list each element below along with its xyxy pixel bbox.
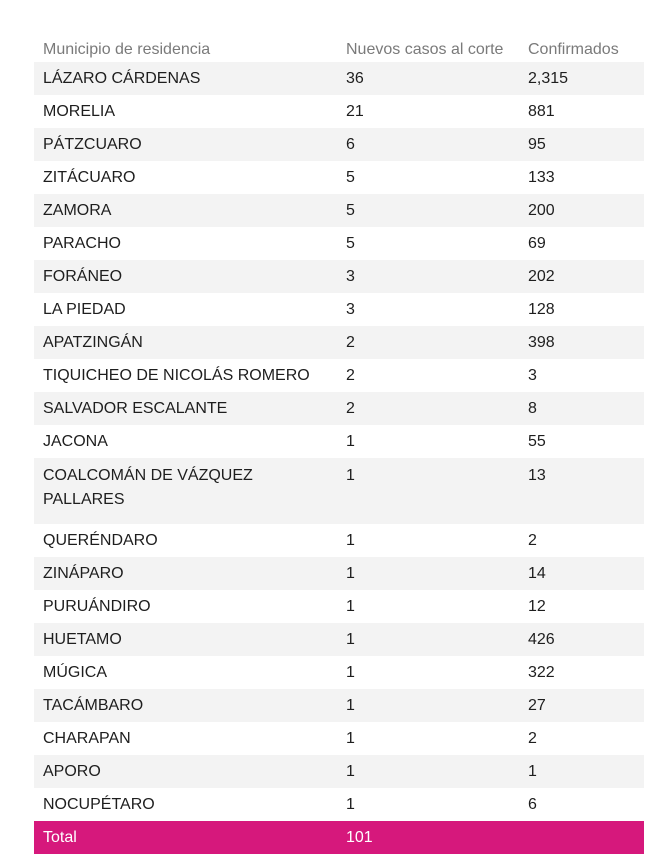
table-row — [34, 524, 644, 557]
cell-nuevos-casos: 2 — [337, 392, 519, 425]
cell-confirmados: 95 — [519, 128, 644, 161]
header-nuevos-casos: Nuevos casos al corte — [346, 41, 504, 58]
cell-nuevos-casos: 21 — [337, 95, 519, 128]
cell-municipio: MÚGICA — [34, 656, 337, 689]
header-municipio: Municipio de residencia — [43, 41, 211, 58]
cell-confirmados: 14 — [519, 557, 644, 590]
table-row — [34, 722, 644, 755]
cell-nuevos-casos: 1 — [337, 623, 519, 656]
cell-municipio: PARACHO — [34, 227, 337, 260]
cell-nuevos-casos: 2 — [337, 326, 519, 359]
cell-confirmados: 398 — [519, 326, 644, 359]
total-nuevos: 101 — [337, 821, 519, 854]
cell-nuevos-casos: 1 — [337, 458, 519, 524]
total-label: Total — [34, 821, 337, 854]
cell-municipio: LÁZARO CÁRDENAS — [34, 62, 337, 95]
table-row — [34, 557, 644, 590]
cell-municipio: QUERÉNDARO — [34, 524, 337, 557]
cell-municipio: JACONA — [34, 425, 337, 458]
table-row — [34, 326, 644, 359]
total-row — [34, 821, 644, 854]
cell-confirmados: 322 — [519, 656, 644, 689]
cell-nuevos-casos: 5 — [337, 161, 519, 194]
cell-municipio: PURUÁNDIRO — [34, 590, 337, 623]
cell-municipio: ZINÁPARO — [34, 557, 337, 590]
cell-confirmados: 202 — [519, 260, 644, 293]
cell-confirmados: 2 — [519, 524, 644, 557]
cell-confirmados: 426 — [519, 623, 644, 656]
cell-confirmados: 8 — [519, 392, 644, 425]
cell-confirmados: 3 — [519, 359, 644, 392]
cell-municipio: ZAMORA — [34, 194, 337, 227]
table-row — [34, 95, 644, 128]
cell-municipio: MORELIA — [34, 95, 337, 128]
cell-municipio: APORO — [34, 755, 337, 788]
cell-municipio: APATZINGÁN — [34, 326, 337, 359]
table-row — [34, 788, 644, 821]
cell-confirmados: 881 — [519, 95, 644, 128]
cell-confirmados: 200 — [519, 194, 644, 227]
cell-nuevos-casos: 3 — [337, 293, 519, 326]
table-row — [34, 194, 644, 227]
table-row — [34, 689, 644, 722]
cell-municipio: NOCUPÉTARO — [34, 788, 337, 821]
table-row — [34, 590, 644, 623]
table-row — [34, 161, 644, 194]
table-row — [34, 260, 644, 293]
cell-nuevos-casos: 1 — [337, 788, 519, 821]
cell-confirmados: 1 — [519, 755, 644, 788]
cell-municipio: TIQUICHEO DE NICOLÁS ROMERO — [34, 359, 337, 392]
cell-confirmados: 12 — [519, 590, 644, 623]
cell-nuevos-casos: 1 — [337, 722, 519, 755]
cell-confirmados: 13 — [519, 458, 644, 524]
cell-municipio: FORÁNEO — [34, 260, 337, 293]
table-row — [34, 623, 644, 656]
cell-confirmados: 128 — [519, 293, 644, 326]
cell-nuevos-casos: 1 — [337, 590, 519, 623]
cell-confirmados: 55 — [519, 425, 644, 458]
total-confirmados — [519, 821, 644, 854]
cell-confirmados: 2,315 — [519, 62, 644, 95]
header-confirmados: Confirmados — [528, 41, 619, 58]
table-row — [34, 359, 644, 392]
cell-nuevos-casos: 1 — [337, 557, 519, 590]
cell-municipio: SALVADOR ESCALANTE — [34, 392, 337, 425]
table-row — [34, 755, 644, 788]
cell-nuevos-casos: 1 — [337, 755, 519, 788]
cell-nuevos-casos: 5 — [337, 227, 519, 260]
cell-nuevos-casos: 36 — [337, 62, 519, 95]
cell-confirmados: 2 — [519, 722, 644, 755]
cell-municipio: ZITÁCUARO — [34, 161, 337, 194]
table-row — [34, 128, 644, 161]
table-body — [34, 62, 644, 821]
cell-municipio: TACÁMBARO — [34, 689, 337, 722]
table-row — [34, 425, 644, 458]
table-row — [34, 227, 644, 260]
table-row — [34, 458, 644, 524]
table-header-row — [34, 7, 644, 62]
cell-municipio: CHARAPAN — [34, 722, 337, 755]
cell-municipio: LA PIEDAD — [34, 293, 337, 326]
table-row — [34, 392, 644, 425]
cell-nuevos-casos: 2 — [337, 359, 519, 392]
cell-municipio: PÁTZCUARO — [34, 128, 337, 161]
cell-confirmados: 27 — [519, 689, 644, 722]
table-row — [34, 293, 644, 326]
cell-nuevos-casos: 1 — [337, 425, 519, 458]
cell-nuevos-casos: 5 — [337, 194, 519, 227]
cell-municipio: HUETAMO — [34, 623, 337, 656]
cell-municipio: COALCOMÁN DE VÁZQUEZ PALLARES — [34, 458, 337, 524]
cell-confirmados: 69 — [519, 227, 644, 260]
table-row — [34, 62, 644, 95]
cell-confirmados: 133 — [519, 161, 644, 194]
table-row — [34, 656, 644, 689]
cell-confirmados: 6 — [519, 788, 644, 821]
cell-nuevos-casos: 3 — [337, 260, 519, 293]
cell-nuevos-casos: 1 — [337, 524, 519, 557]
cell-nuevos-casos: 6 — [337, 128, 519, 161]
cell-nuevos-casos: 1 — [337, 689, 519, 722]
cases-table — [34, 7, 644, 854]
cell-nuevos-casos: 1 — [337, 656, 519, 689]
